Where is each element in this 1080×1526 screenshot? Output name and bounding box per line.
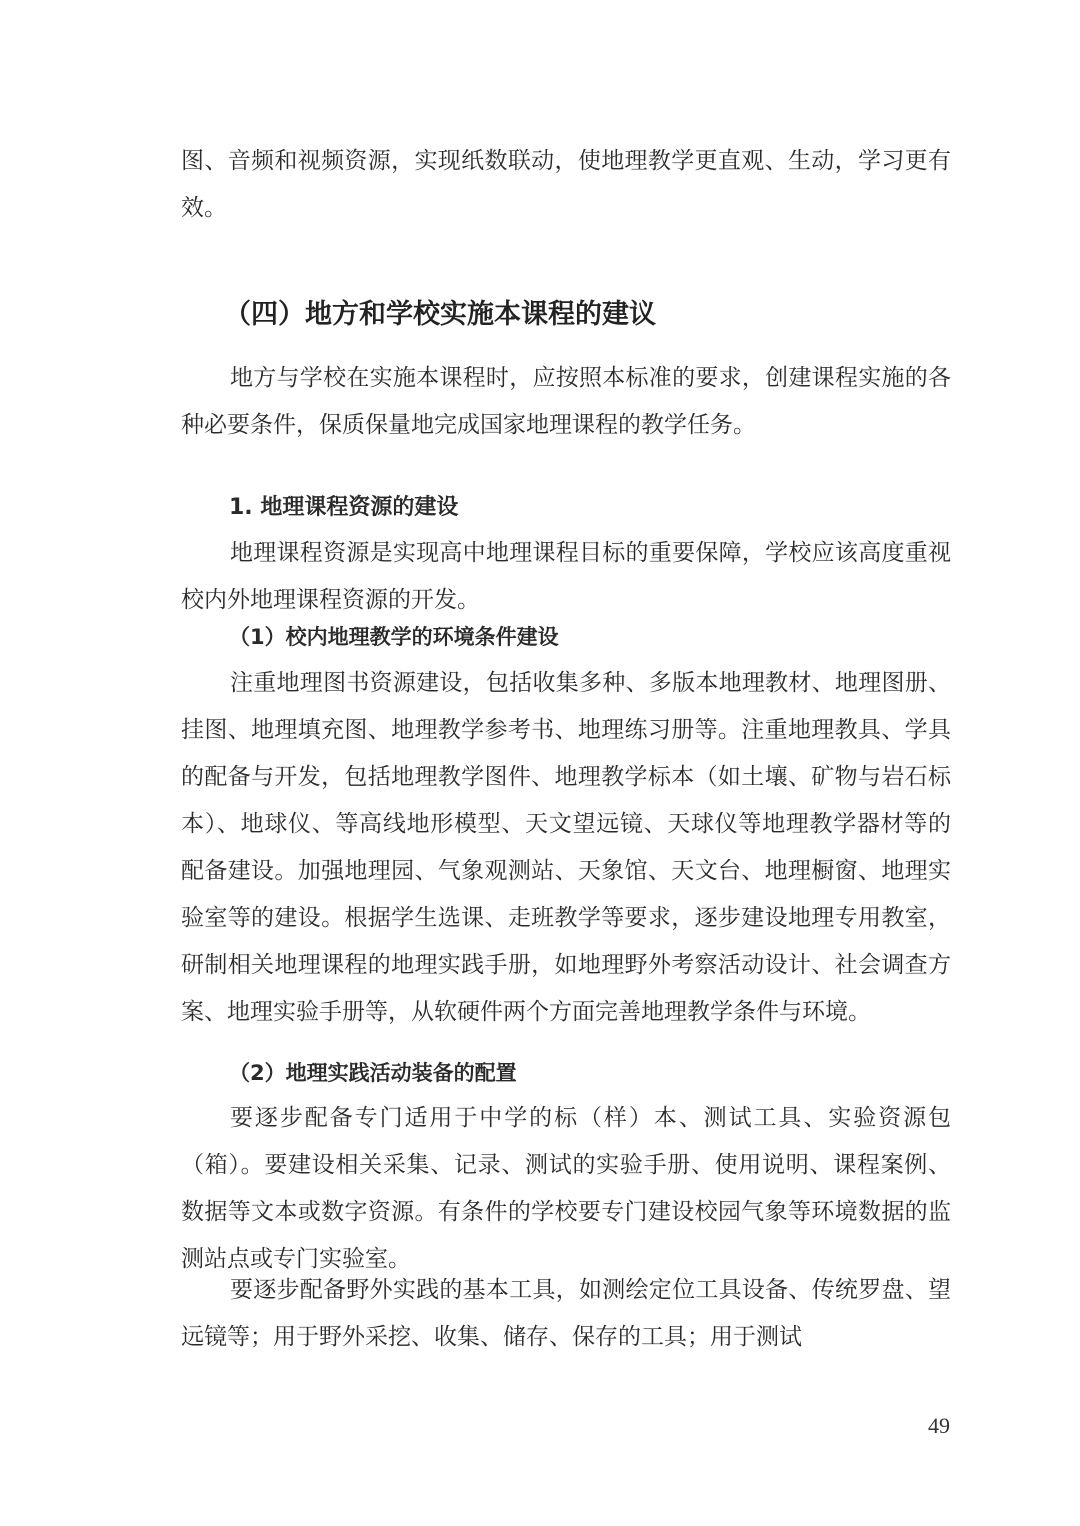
item-1-heading: （1）校内地理教学的环境条件建设 <box>229 625 559 649</box>
subsection-heading: 1. 地理课程资源的建设 <box>229 495 459 520</box>
item-2-paragraph-continued: 要逐步配备野外实践的基本工具，如测绘定位工具设备、传统罗盘、望远镜等；用于野外采挖、收集、储存、保存的工具；用于测试 <box>181 1277 951 1350</box>
continued-paragraph: 图、音频和视频资源，实现纸数联动，使地理教学更直观、生动，学习更有效。 <box>181 148 951 221</box>
item-2-heading: （2）地理实践活动装备的配置 <box>229 1061 517 1085</box>
section-intro-paragraph: 地方与学校在实施本课程时，应按照本标准的要求，创建课程实施的各种必要条件，保质保量地完成国家地理课程的教学任务。 <box>181 365 951 438</box>
page-number: 49 <box>928 1413 950 1438</box>
item-1-paragraph: 注重地理图书资源建设，包括收集多种、多版本地理教材、地理图册、挂图、地理填充图、地理教学参考书、地理练习册等。注重地理教具、学具的配备与开发，包括地理教学图件、地理教学标本（如土壤、矿物与岩石标本）、地球仪、等高线地形模型、天文望远镜、天球仪等地理教学器材等的配备建设。加强地理园、气象观测站、天象馆、天文台、地理橱窗、地理实验室等的建设。根据学生选课、走班教学等要求，逐步建设地理专用教室，研制相关地理课程的地理实践手册，如地理野外考察活动设计、社会调查方案、地理实验手册等，从软硬件两个方面完善地理教学条件与环境。 <box>181 670 951 1025</box>
section-heading: （四）地方和学校实施本课程的建议 <box>224 299 656 330</box>
subsection-intro-paragraph: 地理课程资源是实现高中地理课程目标的重要保障，学校应该高度重视校内外地理课程资源的开发。 <box>181 540 951 613</box>
item-2-paragraph: 要逐步配备专门适用于中学的标（样）本、测试工具、实验资源包（箱）。要建设相关采集、记录、测试的实验手册、使用说明、课程案例、数据等文本或数字资源。有条件的学校要专门建设校园气象等环境数据的监测站点或专门实验室。 <box>181 1105 951 1272</box>
